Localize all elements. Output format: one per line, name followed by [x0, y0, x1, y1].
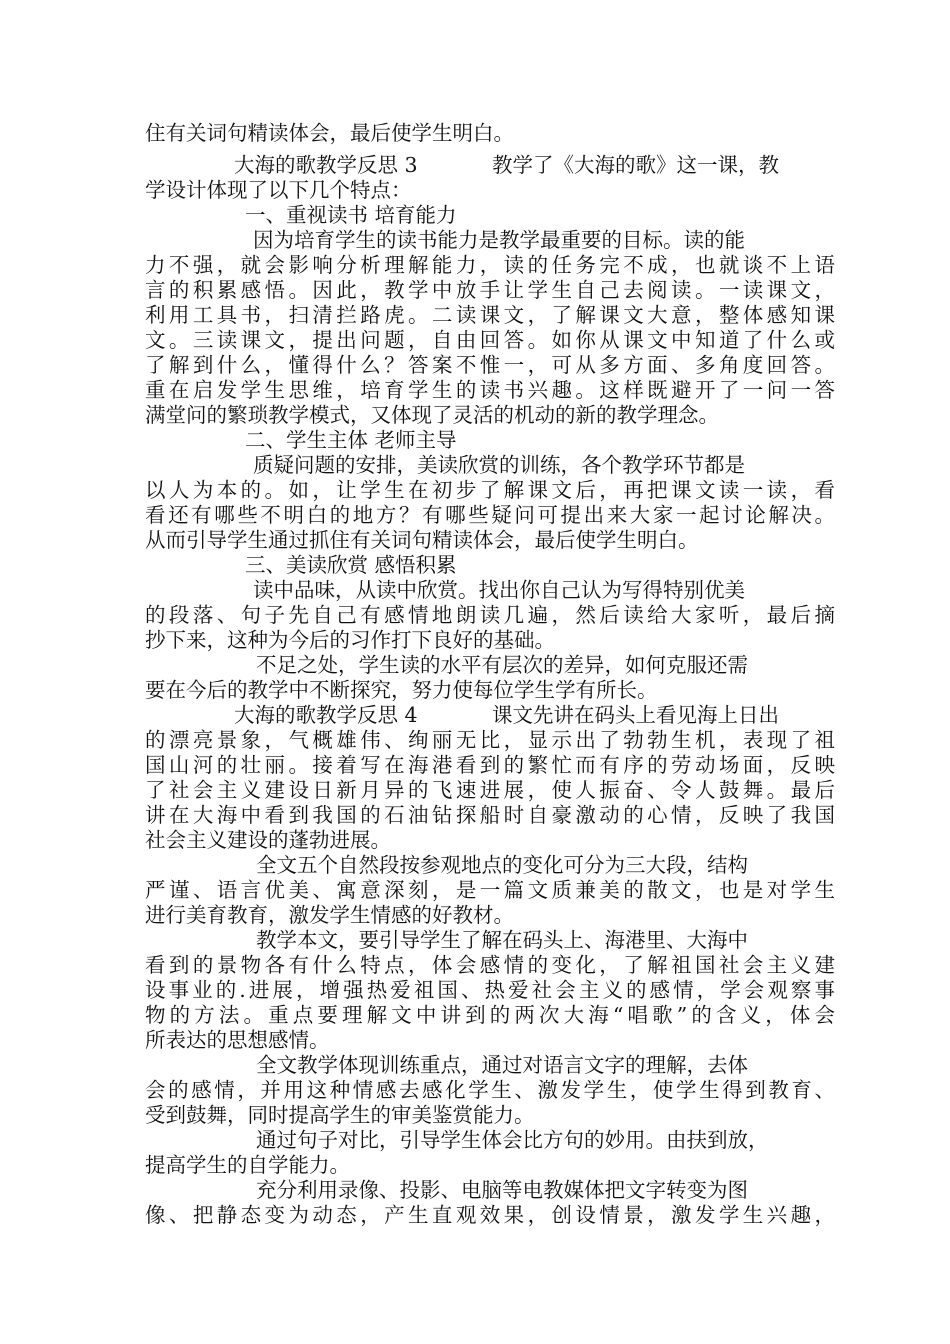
text-line: 言的积累感悟。因此，教学中放手让学生自己去阅读。一读课文，: [145, 278, 835, 302]
text-line: 从而引导学生通过抓住有关词句精读体会，最后使学生明白。: [145, 528, 699, 552]
text-line: 重在启发学生思维，培育学生的读书兴趣。这样既避开了一问一答: [145, 378, 835, 402]
text-line: 讲在大海中看到我国的石油钻探船时自豪激动的心情，反映了我国: [145, 803, 835, 827]
text-line: 因为培育学生的读书能力是教学最重要的目标。读的能: [253, 228, 745, 252]
text-line: 进行美育教育，激发学生情感的好教材。: [145, 903, 514, 927]
text-line: 通过句子对比，引导学生体会比方句的妙用。由扶到放，: [256, 1128, 769, 1152]
text-line: 设事业的.进展，增强热爱祖国、热爱社会主义的感情，学会观察事: [145, 978, 835, 1002]
section-title-line: [145, 152, 835, 178]
text-line: 像、把静态变为动态，产生直观效果，创设情景，激发学生兴趣，: [145, 1203, 835, 1227]
text-line: 受到鼓舞，同时提高学生的审美鉴赏能力。: [145, 1103, 535, 1127]
text-line: 要在今后的教学中不断探究，努力使每位学生学有所长。: [145, 678, 658, 702]
text-line: 教学了《大海的歌》这一课，教: [492, 153, 779, 177]
section-heading: 三、美读欣赏 感悟积累: [245, 553, 457, 577]
text-line: 不足之处，学生读的水平有层次的差异，如何克服还需: [256, 653, 748, 677]
text-line: 所表达的思想感情。: [145, 1028, 330, 1052]
text-line: 看还有哪些不明白的地方？有哪些疑问可提出来大家一起讨论解决。: [145, 503, 835, 527]
text-line: 读中品味，从读中欣赏。找出你自己认为写得特别优美: [253, 578, 745, 602]
section-title: 大海的歌教学反思 3: [234, 153, 418, 177]
section-heading: 一、重视读书 培育能力: [245, 203, 457, 227]
text-line: 了社会主义建设日新月异的飞速进展，使人振奋、令人鼓舞。最后: [145, 778, 835, 802]
text-line: 全文教学体现训练重点，通过对语言文字的理解，去体: [256, 1053, 748, 1077]
text-line: 力不强，就会影响分析理解能力，读的任务完不成，也就谈不上语: [145, 253, 835, 277]
text-line: 国山河的壮丽。接着写在海港看到的繁忙而有序的劳动场面，反映: [145, 753, 835, 777]
text-line: 文。三读课文，提出问题，自由回答。如你从课文中知道了什么或: [145, 328, 835, 352]
text-line: 会的感情，并用这种情感去感化学生、激发学生，使学生得到教育、: [145, 1078, 835, 1102]
text-line: 教学本文，要引导学生了解在码头上、海港里、大海中: [256, 928, 748, 952]
text-line: 课文先讲在码头上看见海上日出: [492, 703, 779, 727]
section-title-line: [145, 702, 835, 728]
text-line: 社会主义建设的蓬勃进展。: [145, 828, 391, 852]
text-line: 住有关词句精读体会，最后使学生明白。: [145, 121, 514, 145]
text-line: 抄下来，这种为今后的习作打下良好的基础。: [145, 628, 555, 652]
text-line: 利用工具书，扫清拦路虎。二读课文，了解课文大意，整体感知课: [145, 303, 835, 327]
text-line: 物的方法。重点要理解文中讲到的两次大海“唱歌”的含义，体会: [145, 1003, 835, 1027]
text-line: 全文五个自然段按参观地点的变化可分为三大段，结构: [256, 853, 748, 877]
text-line: 充分利用录像、投影、电脑等电教媒体把文字转变为图: [256, 1178, 748, 1202]
text-line: 的漂亮景象，气概雄伟、绚丽无比，显示出了勃勃生机，表现了祖: [145, 728, 835, 752]
text-line: 提高学生的自学能力。: [145, 1153, 350, 1177]
text-line: 看到的景物各有什么特点，体会感情的变化，了解祖国社会主义建: [145, 953, 835, 977]
section-title: 大海的歌教学反思 4: [234, 703, 418, 727]
text-line: 以人为本的。如，让学生在初步了解课文后，再把课文读一读，看: [145, 478, 835, 502]
text-line: 严谨、语言优美、寓意深刻，是一篇文质兼美的散文，也是对学生: [145, 878, 835, 902]
text-line: 质疑问题的安排，美读欣赏的训练，各个教学环节都是: [253, 453, 745, 477]
section-heading: 二、学生主体 老师主导: [245, 428, 457, 452]
text-line: 满堂问的繁琐教学模式，又体现了灵活的机动的新的教学理念。: [145, 403, 719, 427]
text-line: 学设计体现了以下几个特点：: [145, 178, 412, 202]
text-line: 的段落、句子先自己有感情地朗读几遍，然后读给大家听，最后摘: [145, 603, 835, 627]
text-line: 了解到什么，懂得什么？答案不惟一，可从多方面、多角度回答。: [145, 353, 835, 377]
